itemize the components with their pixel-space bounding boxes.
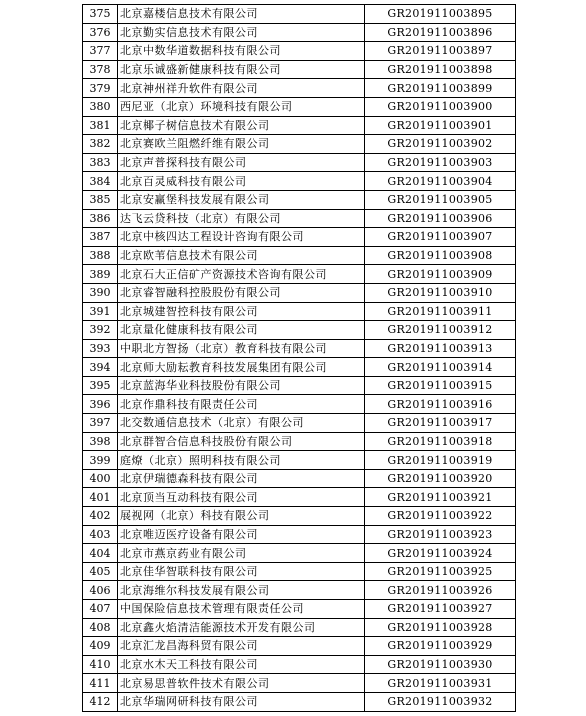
certificate-code-cell: GR201911003908 — [365, 246, 516, 265]
row-number-cell: 377 — [83, 42, 118, 61]
certificate-code-cell: GR201911003899 — [365, 79, 516, 98]
company-name-cell: 庭燎（北京）照明科技有限公司 — [118, 451, 365, 470]
certificate-code-cell: GR201911003914 — [365, 358, 516, 377]
certificate-code-cell: GR201911003922 — [365, 507, 516, 526]
certificate-code-cell: GR201911003903 — [365, 153, 516, 172]
row-number-cell: 403 — [83, 525, 118, 544]
company-name-cell: 北京水木天工科技有限公司 — [118, 655, 365, 674]
company-name-cell: 北京易思普软件技术有限公司 — [118, 674, 365, 693]
company-name-cell: 北京城建智控科技有限公司 — [118, 302, 365, 321]
table-row — [83, 302, 516, 321]
table-row — [83, 79, 516, 98]
certificate-code-cell: GR201911003925 — [365, 562, 516, 581]
company-name-cell: 北京海维尔科技发展有限公司 — [118, 581, 365, 600]
company-name-cell: 达飞云贷科技（北京）有限公司 — [118, 209, 365, 228]
certificate-code-cell: GR201911003912 — [365, 321, 516, 340]
table-row — [83, 116, 516, 135]
company-name-cell: 北京赛欧兰阻燃纤维有限公司 — [118, 135, 365, 154]
row-number-cell: 394 — [83, 358, 118, 377]
certificate-code-cell: GR201911003926 — [365, 581, 516, 600]
certificate-code-cell: GR201911003902 — [365, 135, 516, 154]
row-number-cell: 402 — [83, 507, 118, 526]
company-name-cell: 北交数通信息技术（北京）有限公司 — [118, 414, 365, 433]
certificate-code-cell: GR201911003895 — [365, 5, 516, 24]
row-number-cell: 404 — [83, 544, 118, 563]
table-row — [83, 432, 516, 451]
certificate-code-cell: GR201911003896 — [365, 23, 516, 42]
table-row — [83, 488, 516, 507]
table-row — [83, 246, 516, 265]
row-number-cell: 410 — [83, 655, 118, 674]
row-number-cell: 391 — [83, 302, 118, 321]
table-row — [83, 23, 516, 42]
table-row — [83, 42, 516, 61]
row-number-cell: 389 — [83, 265, 118, 284]
certificate-code-cell: GR201911003928 — [365, 618, 516, 637]
row-number-cell: 397 — [83, 414, 118, 433]
company-name-cell: 中国保险信息技术管理有限责任公司 — [118, 600, 365, 619]
company-name-cell: 北京声普探科技有限公司 — [118, 153, 365, 172]
table-row — [83, 60, 516, 79]
table-row — [83, 321, 516, 340]
table-row — [83, 97, 516, 116]
table-row — [83, 135, 516, 154]
row-number-cell: 407 — [83, 600, 118, 619]
certificate-code-cell: GR201911003918 — [365, 432, 516, 451]
company-name-cell: 北京蓝海华业科技股份有限公司 — [118, 376, 365, 395]
company-name-cell: 北京华瑞网研科技有限公司 — [118, 692, 365, 711]
company-name-cell: 北京汇龙昌海科贸有限公司 — [118, 637, 365, 656]
company-name-cell: 北京欧苇信息技术有限公司 — [118, 246, 365, 265]
certificate-code-cell: GR201911003904 — [365, 172, 516, 191]
row-number-cell: 382 — [83, 135, 118, 154]
company-name-cell: 北京顶当互动科技有限公司 — [118, 488, 365, 507]
row-number-cell: 409 — [83, 637, 118, 656]
certificate-table — [82, 4, 516, 712]
certificate-code-cell: GR201911003897 — [365, 42, 516, 61]
row-number-cell: 398 — [83, 432, 118, 451]
certificate-code-cell: GR201911003927 — [365, 600, 516, 619]
row-number-cell: 387 — [83, 228, 118, 247]
company-name-cell: 北京唯迈医疗设备有限公司 — [118, 525, 365, 544]
table-row — [83, 507, 516, 526]
certificate-code-cell: GR201911003929 — [365, 637, 516, 656]
table-row — [83, 283, 516, 302]
certificate-code-cell: GR201911003919 — [365, 451, 516, 470]
certificate-code-cell: GR201911003930 — [365, 655, 516, 674]
row-number-cell: 378 — [83, 60, 118, 79]
company-name-cell: 北京安赢堡科技发展有限公司 — [118, 190, 365, 209]
company-name-cell: 北京伊瑞德森科技有限公司 — [118, 469, 365, 488]
row-number-cell: 395 — [83, 376, 118, 395]
row-number-cell: 375 — [83, 5, 118, 24]
certificate-code-cell: GR201911003901 — [365, 116, 516, 135]
table-row — [83, 414, 516, 433]
table-row — [83, 469, 516, 488]
certificate-code-cell: GR201911003905 — [365, 190, 516, 209]
table-row — [83, 209, 516, 228]
row-number-cell: 379 — [83, 79, 118, 98]
company-name-cell: 北京群智合信息科技股份有限公司 — [118, 432, 365, 451]
company-name-cell: 北京作鼎科技有限责任公司 — [118, 395, 365, 414]
company-name-cell: 西尼亚（北京）环境科技有限公司 — [118, 97, 365, 116]
certificate-code-cell: GR201911003911 — [365, 302, 516, 321]
table-row — [83, 395, 516, 414]
row-number-cell: 386 — [83, 209, 118, 228]
row-number-cell: 401 — [83, 488, 118, 507]
row-number-cell: 411 — [83, 674, 118, 693]
table-row — [83, 655, 516, 674]
certificate-code-cell: GR201911003909 — [365, 265, 516, 284]
company-name-cell: 展视网（北京）科技有限公司 — [118, 507, 365, 526]
certificate-code-cell: GR201911003920 — [365, 469, 516, 488]
company-name-cell: 北京量化健康科技有限公司 — [118, 321, 365, 340]
row-number-cell: 405 — [83, 562, 118, 581]
row-number-cell: 406 — [83, 581, 118, 600]
table-row — [83, 525, 516, 544]
table-row — [83, 358, 516, 377]
certificate-code-cell: GR201911003910 — [365, 283, 516, 302]
certificate-code-cell: GR201911003916 — [365, 395, 516, 414]
company-name-cell: 北京市燕京药业有限公司 — [118, 544, 365, 563]
company-name-cell: 北京中核四达工程设计咨询有限公司 — [118, 228, 365, 247]
table-row — [83, 674, 516, 693]
certificate-code-cell: GR201911003932 — [365, 692, 516, 711]
table-row — [83, 5, 516, 24]
certificate-code-cell: GR201911003900 — [365, 97, 516, 116]
company-name-cell: 北京勤实信息技术有限公司 — [118, 23, 365, 42]
table-row — [83, 544, 516, 563]
row-number-cell: 388 — [83, 246, 118, 265]
row-number-cell: 393 — [83, 339, 118, 358]
row-number-cell: 400 — [83, 469, 118, 488]
table-row — [83, 228, 516, 247]
company-name-cell: 中职北方智扬（北京）教育科技有限公司 — [118, 339, 365, 358]
row-number-cell: 384 — [83, 172, 118, 191]
row-number-cell: 392 — [83, 321, 118, 340]
table-row — [83, 562, 516, 581]
certificate-code-cell: GR201911003931 — [365, 674, 516, 693]
row-number-cell: 399 — [83, 451, 118, 470]
company-name-cell: 北京鑫火焰清洁能源技术开发有限公司 — [118, 618, 365, 637]
row-number-cell: 390 — [83, 283, 118, 302]
certificate-code-cell: GR201911003915 — [365, 376, 516, 395]
row-number-cell: 385 — [83, 190, 118, 209]
table-body — [83, 5, 516, 712]
row-number-cell: 380 — [83, 97, 118, 116]
table-row — [83, 265, 516, 284]
certificate-code-cell: GR201911003898 — [365, 60, 516, 79]
company-name-cell: 北京嘉楼信息技术有限公司 — [118, 5, 365, 24]
table-row — [83, 339, 516, 358]
certificate-code-cell: GR201911003917 — [365, 414, 516, 433]
certificate-code-cell: GR201911003907 — [365, 228, 516, 247]
table-row — [83, 172, 516, 191]
table-row — [83, 153, 516, 172]
row-number-cell: 383 — [83, 153, 118, 172]
row-number-cell: 412 — [83, 692, 118, 711]
table-row — [83, 692, 516, 711]
certificate-code-cell: GR201911003921 — [365, 488, 516, 507]
company-name-cell: 北京乐诚盛新健康科技有限公司 — [118, 60, 365, 79]
table-row — [83, 600, 516, 619]
company-name-cell: 北京师大励耘教育科技发展集团有限公司 — [118, 358, 365, 377]
certificate-code-cell: GR201911003906 — [365, 209, 516, 228]
company-name-cell: 北京神州祥升软件有限公司 — [118, 79, 365, 98]
company-name-cell: 北京佳华智联科技有限公司 — [118, 562, 365, 581]
row-number-cell: 376 — [83, 23, 118, 42]
company-name-cell: 北京中数华道数据科技有限公司 — [118, 42, 365, 61]
company-name-cell: 北京椰子树信息技术有限公司 — [118, 116, 365, 135]
table-row — [83, 190, 516, 209]
row-number-cell: 396 — [83, 395, 118, 414]
table-row — [83, 618, 516, 637]
company-name-cell: 北京百灵威科技有限公司 — [118, 172, 365, 191]
certificate-code-cell: GR201911003923 — [365, 525, 516, 544]
row-number-cell: 381 — [83, 116, 118, 135]
company-name-cell: 北京石大正信矿产资源技术咨询有限公司 — [118, 265, 365, 284]
certificate-code-cell: GR201911003913 — [365, 339, 516, 358]
table-row — [83, 376, 516, 395]
certificate-code-cell: GR201911003924 — [365, 544, 516, 563]
table-row — [83, 581, 516, 600]
row-number-cell: 408 — [83, 618, 118, 637]
table-row — [83, 451, 516, 470]
table-row — [83, 637, 516, 656]
company-name-cell: 北京睿智融科控股股份有限公司 — [118, 283, 365, 302]
